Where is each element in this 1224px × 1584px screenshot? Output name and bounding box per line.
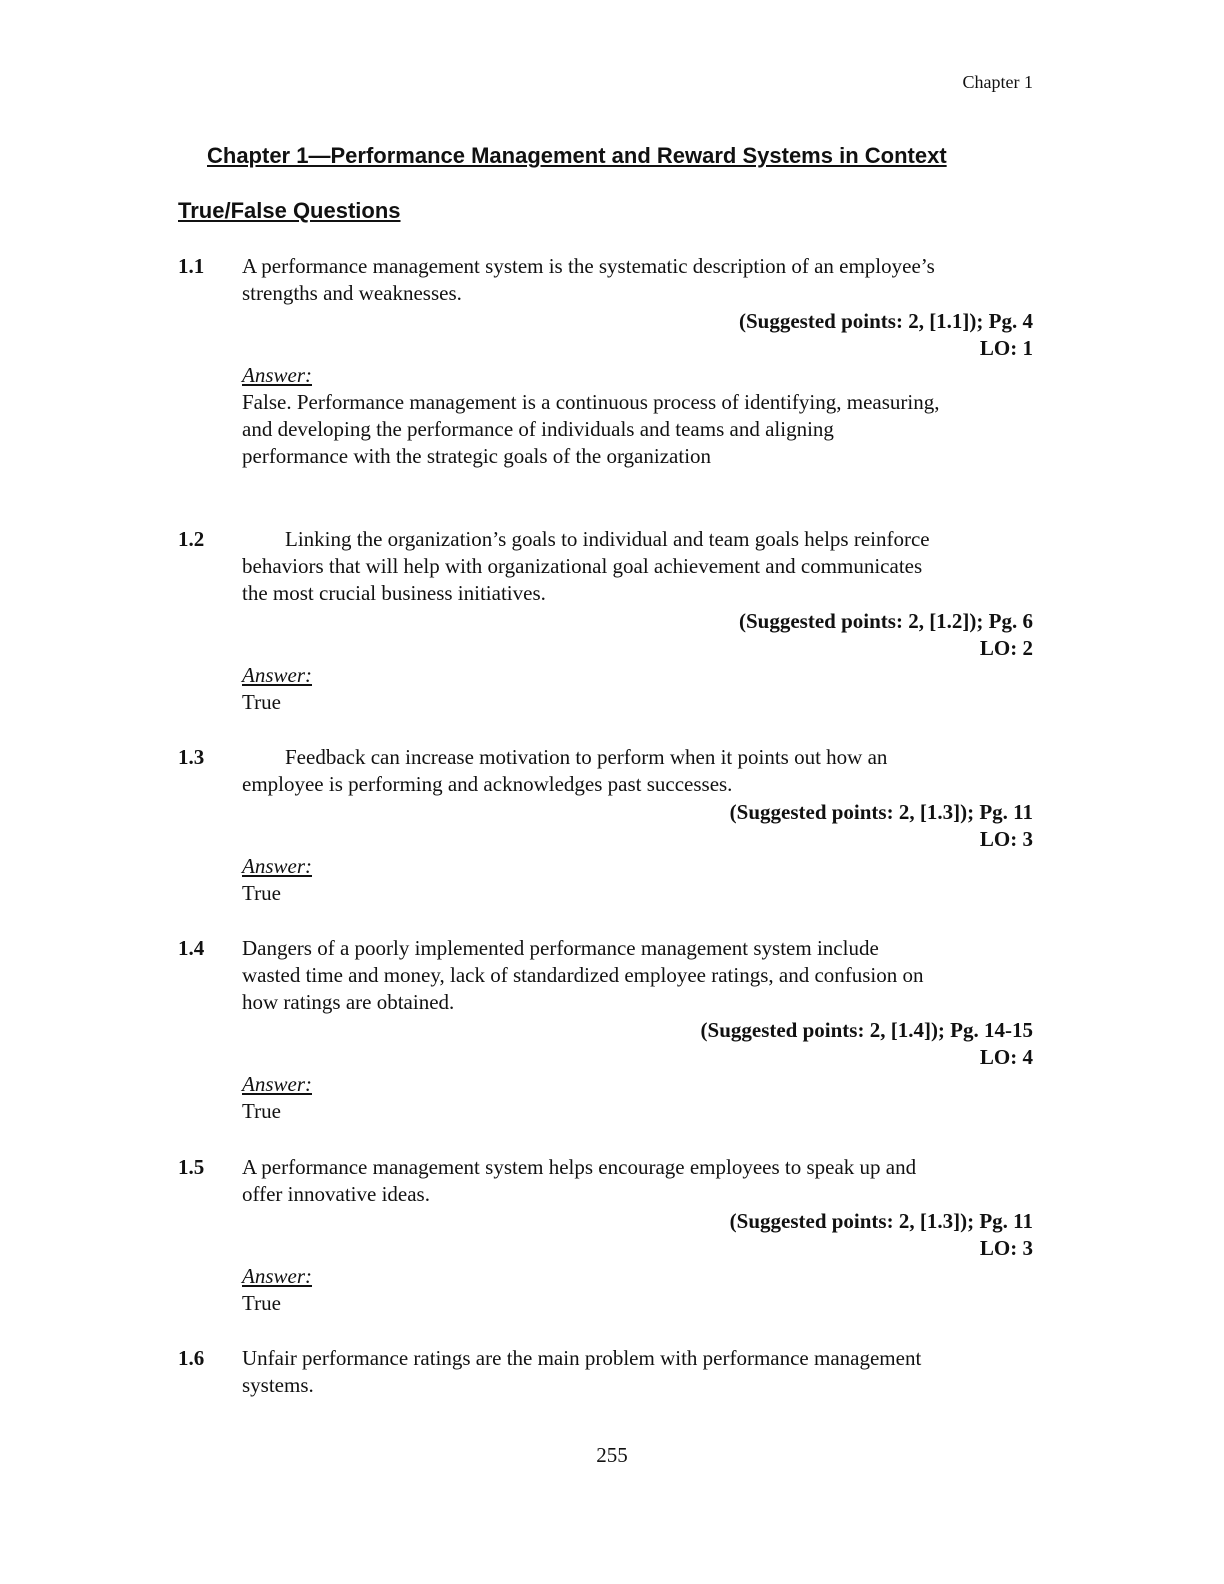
suggested-points: (Suggested points: 2, [1.2]); Pg. 6 [739, 609, 1033, 633]
question-text-line: wasted time and money, lack of standardized employee ratings, and confusion on [242, 963, 924, 987]
answer-label: Answer: [242, 663, 312, 687]
answer-label: Answer: [242, 1072, 312, 1096]
answer-label: Answer: [242, 1264, 312, 1288]
question-text-line: how ratings are obtained. [242, 990, 455, 1014]
answer-text-line: True [242, 881, 281, 905]
suggested-points: (Suggested points: 2, [1.1]); Pg. 4 [739, 309, 1033, 333]
question-number: 1.1 [178, 254, 205, 278]
question-text-line: A performance management system helps encourage employees to speak up and [242, 1155, 917, 1179]
question-text-line: Dangers of a poorly implemented performance management system include [242, 936, 879, 960]
question-text-line: the most crucial business initiatives. [242, 581, 546, 605]
question-text-line: Linking the organization’s goals to individual and team goals helps reinforce [285, 527, 930, 551]
question-text-line: Feedback can increase motivation to perform when it points out how an [285, 745, 888, 769]
question-text-line: strengths and weaknesses. [242, 281, 462, 305]
page-number: 255 [596, 1443, 628, 1467]
answer-text-line: True [242, 1099, 281, 1123]
learning-objective: LO: 3 [979, 1236, 1033, 1260]
answer-label: Answer: [242, 854, 312, 878]
question-text-line: A performance management system is the systematic description of an employee’s [242, 254, 935, 278]
learning-objective: LO: 3 [979, 827, 1033, 851]
suggested-points: (Suggested points: 2, [1.4]); Pg. 14-15 [700, 1018, 1033, 1042]
answer-text-line: False. Performance management is a continuous process of identifying, measuring, [242, 390, 940, 414]
question-text-line: behaviors that will help with organizational goal achievement and communicates [242, 554, 923, 578]
question-text-line: offer innovative ideas. [242, 1182, 430, 1206]
question-number: 1.3 [178, 745, 205, 769]
suggested-points: (Suggested points: 2, [1.3]); Pg. 11 [729, 1209, 1033, 1233]
answer-label: Answer: [242, 363, 312, 387]
chapter-title: Chapter 1—Performance Management and Reward Systems in Context [207, 143, 947, 168]
learning-objective: LO: 1 [979, 336, 1033, 360]
answer-text-line: True [242, 690, 281, 714]
answer-text-line: performance with the strategic goals of the organization [242, 444, 712, 468]
answer-text-line: True [242, 1291, 281, 1315]
suggested-points: (Suggested points: 2, [1.3]); Pg. 11 [729, 800, 1033, 824]
question-text-line: employee is performing and acknowledges past successes. [242, 772, 733, 796]
question-number: 1.5 [178, 1155, 205, 1179]
running-head: Chapter 1 [962, 72, 1033, 92]
question-number: 1.4 [178, 936, 205, 960]
section-heading: True/False Questions [178, 198, 401, 223]
question-text-line: Unfair performance ratings are the main problem with performance management [242, 1346, 922, 1370]
learning-objective: LO: 2 [979, 636, 1033, 660]
question-text-line: systems. [242, 1373, 314, 1397]
question-number: 1.2 [178, 527, 205, 551]
learning-objective: LO: 4 [979, 1045, 1033, 1069]
answer-text-line: and developing the performance of individuals and teams and aligning [242, 417, 834, 441]
question-number: 1.6 [178, 1346, 205, 1370]
